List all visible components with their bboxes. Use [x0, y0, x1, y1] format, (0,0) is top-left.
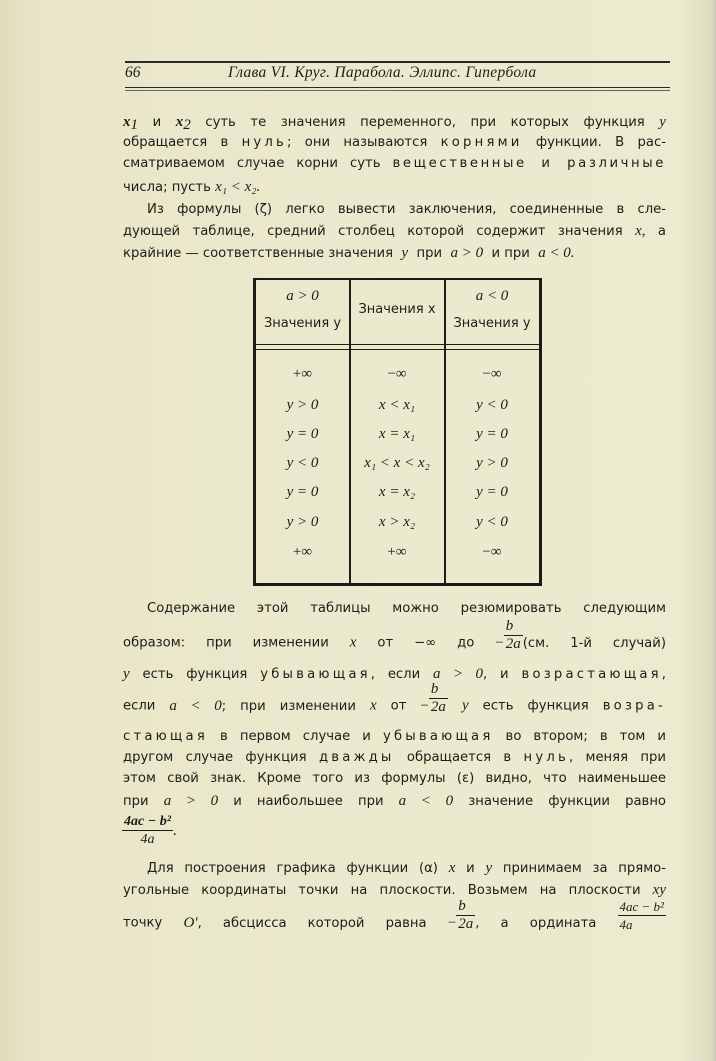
cell-yneg-0: −∞	[482, 366, 502, 382]
cell-ypos-2: y = 0	[286, 426, 319, 442]
running-header	[125, 64, 670, 84]
spaced-emphasis: дважды	[318, 750, 395, 765]
paragraph-1-line-4: числа; пусть x₁ < x₂.	[123, 179, 261, 195]
fraction-4ac-b2-over-4a: $\frac{\text{4ac − b²}}{4a}$	[124, 814, 171, 847]
cell-x-2: x = x₁	[378, 426, 416, 442]
paragraph-3-line-1: Содержание этой таблицы можно резюмировать следующим	[147, 601, 666, 616]
paragraph-2-line-3: крайние — соответственные значения y при a > 0 и при a < 0.	[123, 245, 575, 261]
spaced-emphasis: возрастающая	[521, 667, 662, 682]
header-values-x: Значения x	[358, 302, 436, 317]
cell-x-4: x = x₂	[378, 484, 416, 500]
spaced-emphasis: убывающая	[382, 729, 494, 744]
paragraph-3-line-2: образом: при изменении x от −∞ до − $\frac{b}{2a}$ (см. 1-й случай)	[123, 618, 666, 652]
paragraph-3-line-7: этом свой знак. Кроме того из формулы (ε) видно, что наименьшее	[123, 771, 666, 786]
sign-table	[253, 278, 542, 586]
spaced-emphasis: стающая	[123, 729, 208, 744]
header-bottom-rule	[125, 87, 670, 88]
cell-yneg-1: y < 0	[476, 397, 508, 413]
cell-x-1: x < x₁	[378, 397, 416, 413]
header-a-negative: a < 0	[475, 288, 509, 304]
header-bottom-rule-2	[125, 90, 670, 91]
cell-ypos-3: y < 0	[286, 455, 319, 471]
spaced-emphasis: убывающая	[260, 667, 371, 682]
chapter-title: Глава VI. Круг. Парабола. Эллипс. Гипербола	[228, 64, 537, 81]
cell-x-0: −∞	[387, 366, 407, 382]
spaced-emphasis: вещественные и различные	[392, 156, 666, 171]
cell-ypos-6: +∞	[292, 544, 313, 560]
cell-ypos-1: y > 0	[286, 397, 319, 413]
cell-yneg-2: y = 0	[476, 426, 508, 442]
page-number: 66	[125, 64, 141, 81]
spaced-emphasis: нуль	[523, 750, 569, 765]
paragraph-4-line-3: точку O′, абсцисса которой равна − $\frac{b}{2a}$ , а ордината $\frac{\text{4ac − b²}}{4a}$	[123, 898, 664, 932]
cell-yneg-5: y < 0	[476, 514, 508, 530]
header-top-rule	[125, 61, 670, 63]
header-a-positive: a > 0	[286, 288, 319, 304]
fraction-b-over-2a: $\frac{b}{2a}$	[505, 618, 521, 652]
spaced-emphasis: нуль	[241, 135, 287, 150]
cell-x-5: x > x₂	[378, 514, 416, 530]
paragraph-2-line-1: Из формулы (ζ) легко вывести заключения, соединенные в сле-	[147, 202, 666, 217]
cell-yneg-6: −∞	[482, 544, 502, 560]
paragraph-3-line-5: стающая в первом случае и убывающая во втором; в том и	[123, 729, 666, 744]
fraction-b-over-2a: $\frac{b}{2a}$	[430, 681, 446, 715]
paragraph-3-line-8: при a > 0 и наибольшее при a < 0 значение функции равно	[123, 793, 667, 809]
fraction-4ac-b2-over-4a: $\frac{\text{4ac − b²}}{4a}$	[619, 899, 664, 932]
cell-ypos-4: y = 0	[286, 484, 319, 500]
paragraph-3-line-3: y есть функция убывающая, если a > 0, и возрастающая,	[123, 666, 666, 682]
spaced-emphasis: возра-	[602, 698, 666, 714]
header-values-y-3: Значения y	[453, 316, 531, 331]
header-values-y-1: Значения y	[263, 316, 342, 331]
paragraph-1-line-2: обращается в нуль; они называются корнями функции. В рас-	[123, 135, 666, 150]
paragraph-1-line-3: сматриваемом случае корни суть вещественные и различные	[123, 156, 666, 171]
paragraph-2-line-2: дующей таблице, средний столбец которой содержит значения x, а	[123, 223, 666, 239]
spaced-emphasis: корнями	[440, 135, 523, 150]
paragraph-3-line-4: если a < 0; при изменении x от − $\frac{b}{2a}$ y есть функция возра-	[123, 681, 666, 715]
cell-yneg-3: y > 0	[476, 455, 508, 471]
extremum-formula: $\frac{\text{4ac − b²}}{4a}$ .	[124, 814, 177, 847]
paragraph-4-line-2: угольные координаты точки на плоскости. Возьмем на плоскости xy	[123, 882, 666, 898]
fraction-b-over-2a: $\frac{b}{2a}$	[458, 898, 474, 932]
paragraph-4-line-1: Для построения графика функции (α) x и y принимаем за прямо-	[147, 860, 667, 876]
header-separator	[256, 344, 539, 350]
paragraph-1-line-1: $x_1$ и $x_2$ суть те значения переменного, при которых функция y	[123, 114, 666, 133]
cell-ypos-0: +∞	[292, 366, 313, 382]
cell-x-6: +∞	[387, 544, 407, 560]
cell-yneg-4: y = 0	[476, 484, 508, 500]
cell-ypos-5: y > 0	[286, 514, 319, 530]
paragraph-3-line-6: другом случае функция дважды обращается в нуль, меняя при	[123, 750, 666, 765]
cell-x-3: x₁ < x < x₂	[364, 455, 430, 471]
